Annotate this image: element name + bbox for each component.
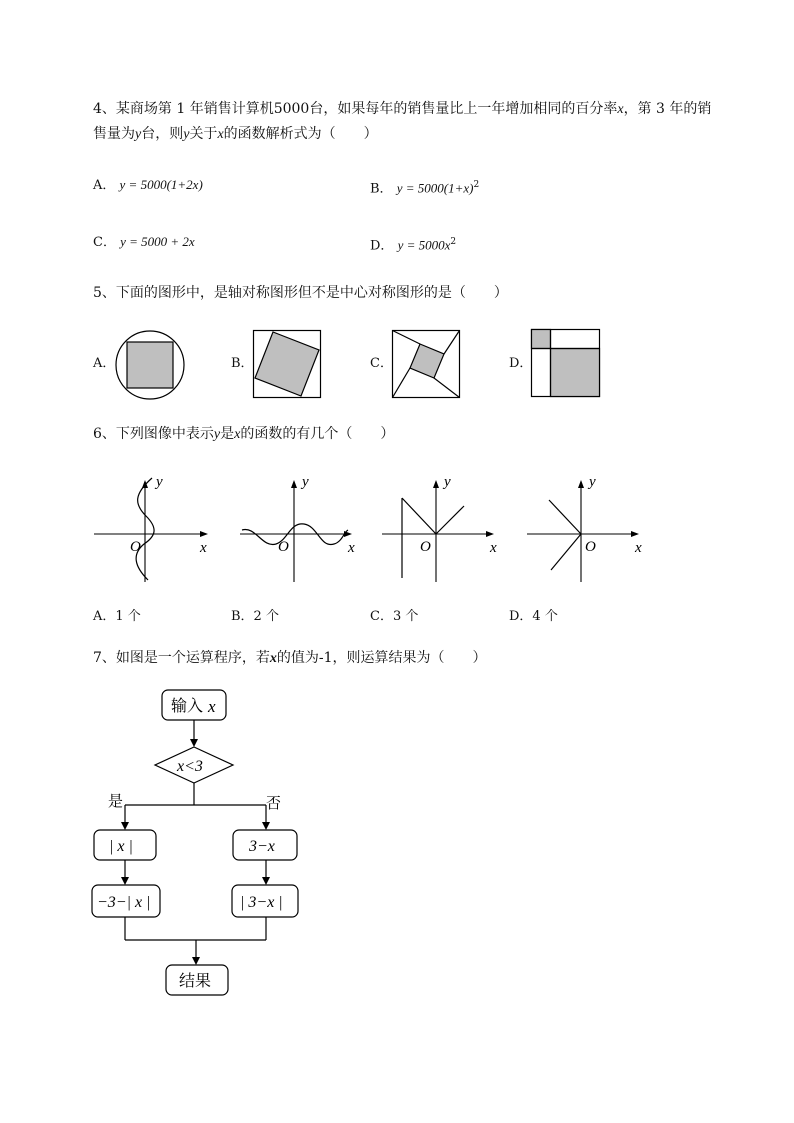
q5-option-c-label[interactable]: C． — [370, 356, 393, 371]
q6-g4-origin: O — [585, 539, 596, 555]
q6-g1-y-label: y — [156, 474, 163, 490]
q6-graph-3 — [380, 470, 510, 585]
q4-option-b-sup: 2 — [473, 180, 480, 190]
q7-flowchart — [90, 685, 310, 1000]
flow-right1: 3−x — [249, 838, 275, 855]
q6-stem-b: 是 — [220, 426, 235, 442]
flow-result: 结果 — [179, 971, 212, 990]
q4-line2-a: 售量为 — [93, 126, 135, 142]
q7-stem — [93, 648, 487, 669]
q6-stem-c: 的函数的有几个（ ） — [240, 426, 395, 442]
q4-option-d[interactable] — [370, 233, 456, 255]
q6-g4-y-label: y — [589, 474, 596, 490]
flow-condition: x<3 — [177, 758, 203, 775]
q4-option-a-label: A． — [93, 178, 116, 193]
q4-line1-end: ，第 3 年的销 — [623, 101, 712, 117]
q6-graph-4 — [525, 470, 655, 585]
q6-option-b[interactable]: B．2 个 — [231, 609, 279, 624]
q4-stem-line2 — [93, 124, 378, 145]
q6-option-c[interactable]: C．3 个 — [370, 609, 419, 624]
q6-g3-y-label: y — [444, 474, 451, 490]
flow-left2: −3−| x | — [97, 894, 151, 911]
q4-option-c-label: C． — [93, 235, 116, 250]
q5-option-d-label[interactable]: D． — [509, 356, 533, 371]
q6-graph-1 — [90, 470, 220, 585]
flow-no-label: 否 — [266, 794, 282, 812]
q4-option-b-formula: y = 5000(1+x) — [396, 180, 474, 196]
q6-graph-2 — [238, 470, 368, 585]
q6-var-x: x — [234, 427, 241, 442]
q6-g1-origin: O — [130, 539, 141, 555]
q4-var-x: x — [617, 102, 624, 117]
q7-stem-a: 7、如图是一个运算程序，若 — [93, 650, 270, 666]
q4-option-d-formula: y = 5000x — [397, 237, 451, 253]
q6-g2-origin: O — [278, 539, 289, 555]
q6-g2-y-label: y — [302, 474, 309, 490]
flow-input-label: 输入 — [171, 696, 204, 715]
q4-option-b[interactable] — [370, 176, 479, 198]
flow-yes-label: 是 — [108, 792, 124, 810]
q4-line2-b: 台，则 — [141, 126, 184, 142]
flow-left1: | x | — [109, 838, 133, 855]
q4-line2-c: 关于 — [189, 126, 218, 142]
q4-option-a-formula: y = 5000(1+2x) — [119, 177, 203, 192]
q5-figure-d — [531, 329, 601, 399]
q4-option-d-sup: 2 — [450, 237, 457, 247]
q5-figure-b — [253, 330, 321, 398]
q6-option-d[interactable]: D．4 个 — [509, 609, 558, 624]
q4-var-y2: y — [183, 127, 190, 142]
q5-figure-c — [392, 330, 460, 398]
q4-option-c[interactable] — [93, 233, 195, 252]
q5-stem: 5、下面的图形中，是轴对称图形但不是中心对称图形的是（ ） — [93, 285, 508, 301]
q6-g1-x-label: x — [200, 540, 207, 556]
q4-option-d-label: D． — [370, 238, 394, 254]
q5-option-a-label[interactable]: A． — [93, 356, 116, 371]
q4-line1-text: 4、某商场第 1 年销售计算机5000台，如果每年的销售量比上一年增加相同的百分率 — [93, 101, 618, 117]
q5-figure-a — [115, 330, 185, 400]
q6-g3-x-label: x — [490, 540, 497, 556]
q7-stem-b: 的值为-1，则运算结果为（ ） — [276, 650, 487, 666]
q6-var-y: y — [213, 427, 221, 442]
q6-stem — [93, 424, 394, 445]
flow-right2: | 3−x | — [240, 894, 283, 911]
q4-line2-d: 的函数解析式为（ ） — [223, 126, 378, 142]
q4-stem-line1 — [93, 99, 711, 120]
q6-g4-x-label: x — [635, 540, 642, 556]
q6-option-a[interactable]: A．1 个 — [93, 609, 141, 624]
q6-stem-a: 6、下列图像中表示 — [93, 426, 214, 442]
q4-option-a[interactable] — [93, 176, 203, 195]
q5-option-b-label[interactable]: B． — [231, 356, 254, 371]
q4-option-c-formula: y = 5000 + 2x — [120, 234, 195, 249]
q4-var-x2: x — [217, 127, 224, 142]
q6-g2-x-label: x — [348, 540, 355, 556]
flow-input-var: x — [208, 697, 216, 716]
q4-option-b-label: B． — [370, 181, 393, 197]
q6-g3-origin: O — [420, 539, 431, 555]
q7-var-x: x — [269, 651, 277, 666]
q4-var-y: y — [135, 127, 142, 142]
